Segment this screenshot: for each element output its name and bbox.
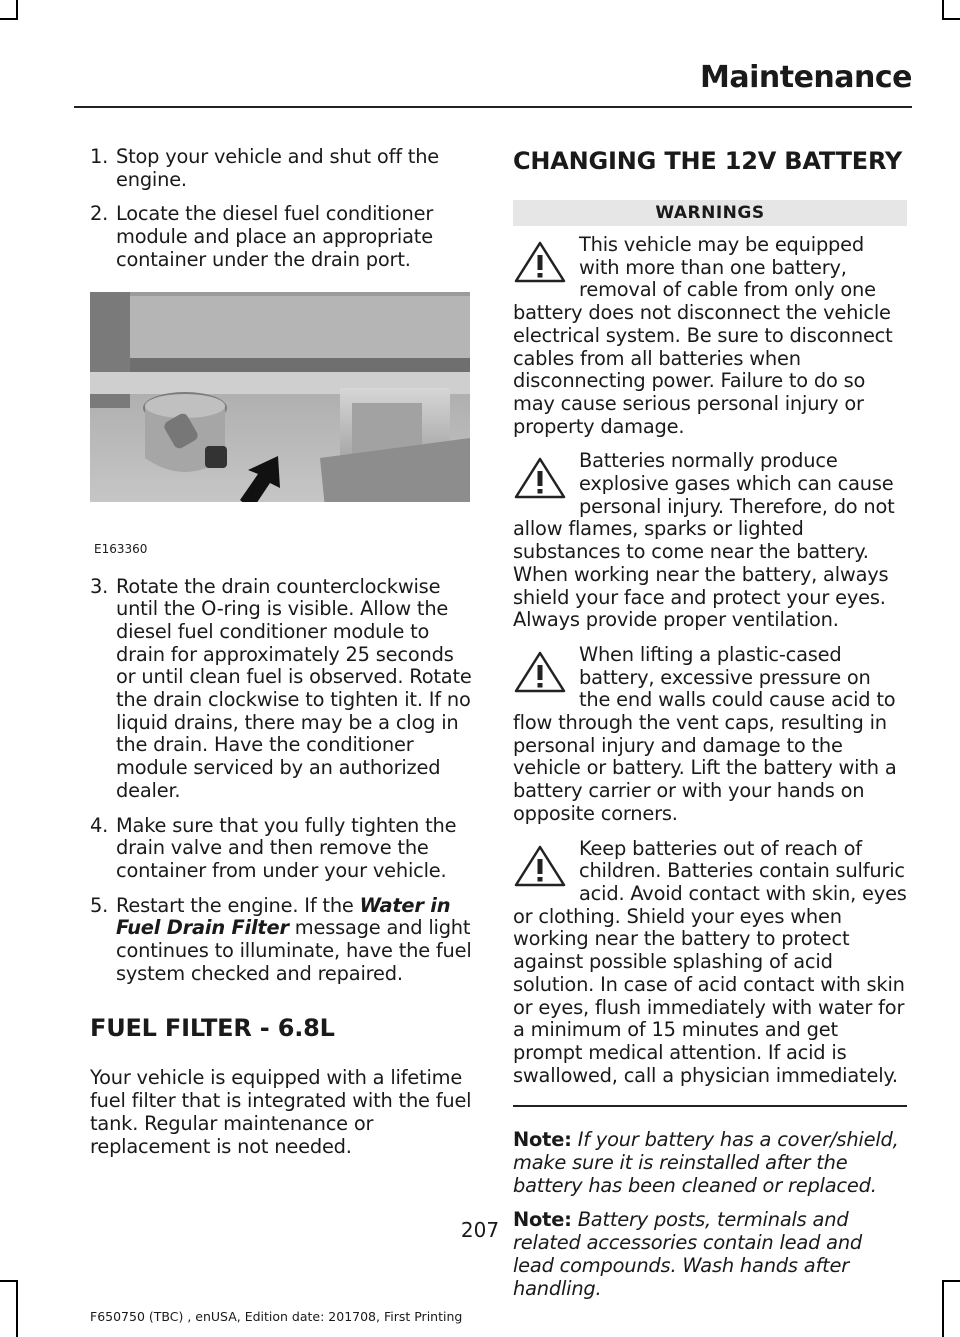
note-label: Note: (513, 1208, 572, 1232)
note-label: Note: (513, 1128, 572, 1152)
step-text (116, 895, 474, 986)
note-text: Battery posts, terminals and related accessories contain lead and lead compounds. Wash hands after handling. (513, 1208, 863, 1300)
crop-mark (0, 1280, 18, 1282)
step-item (90, 146, 474, 191)
crop-mark (16, 0, 18, 20)
step-text: Make sure that you fully tighten the drain valve and then remove the container from under your vehicle. (116, 813, 457, 882)
crop-mark (942, 18, 960, 20)
warning-item (513, 644, 907, 826)
crop-mark (16, 1280, 18, 1337)
step-item (90, 203, 474, 271)
warning-text: This vehicle may be equipped with more than one battery, removal of cable from only one battery does not disconnect the vehicle electrical system. Be sure to disconnect cables from all batteries when disconnecting power. Failure to do so may cause serious personal injury or property damage. (513, 233, 893, 438)
crop-mark (0, 18, 18, 20)
step-text: Stop your vehicle and shut off the engine. (116, 145, 440, 191)
step-item (90, 815, 474, 883)
step-text-post: message and light continues to illuminate, have the fuel system checked and repaired. (116, 916, 472, 985)
step-number: 3. (90, 574, 109, 598)
image-code: E163360 (94, 541, 148, 556)
warnings-end-rule (513, 1105, 907, 1107)
warning-item (513, 838, 907, 1088)
note-text: If your battery has a cover/shield, make sure it is reinstalled after the battery has been cleaned or replaced. (513, 1128, 899, 1197)
warning-triangle-icon (513, 456, 567, 500)
warning-item (513, 234, 907, 438)
header-rule (74, 106, 912, 108)
step-number: 4. (90, 813, 109, 837)
crop-mark (942, 1280, 944, 1337)
warning-item (513, 450, 907, 632)
step-item (90, 895, 474, 986)
page-number: 207 (460, 1218, 500, 1242)
battery-heading: CHANGING THE 12V BATTERY (513, 147, 903, 175)
fuel-filter-text: Your vehicle is equipped with a lifetime fuel filter that is integrated with the fuel tank. Regular maintenance or replacement is not needed. (90, 1066, 472, 1158)
step-number: 5. (90, 893, 109, 917)
step-text: Locate the diesel fuel conditioner module and place an appropriate container under the drain port. (116, 202, 434, 271)
warning-text: Batteries normally produce explosive gases which can cause personal injury. Therefore, do not allow flames, sparks or lighted substances to come near the battery. When working near the battery, always shield your face and protect your eyes. Always provide proper ventilation. (513, 449, 895, 632)
fuel-filter-heading: FUEL FILTER - 6.8L (90, 1014, 335, 1043)
warning-text: When lifting a plastic-cased battery, excessive pressure on the end walls could cause acid to flow through the vent caps, resulting in personal injury and damage to the vehicle or battery. Lift the battery with a battery carrier or with your hands on opposite corners. (513, 642, 897, 825)
warning-triangle-icon (513, 240, 567, 284)
step-number: 2. (90, 202, 109, 226)
crop-mark (942, 1280, 960, 1282)
warning-triangle-icon (513, 844, 567, 888)
right-column (513, 146, 907, 1312)
step-text: Rotate the drain counterclockwise until the O-ring is visible. Allow the diesel fuel conditioner module to drain for approximately 25 seconds or until clean fuel is observed. Rotate the drain clockwise to tighten it. If no liquid drains, there may be a clog in the drain. Have the conditioner module serviced by an authorized dealer. (116, 574, 472, 802)
step-item (90, 576, 474, 803)
page-title: Maintenance (699, 60, 912, 95)
warning-triangle-icon (513, 650, 567, 694)
fuel-conditioner-photo (90, 288, 470, 556)
fuel-conditioner-illustration (90, 288, 470, 536)
crop-mark (942, 0, 944, 20)
warning-text: Keep batteries out of reach of children. Batteries contain sulfuric acid. Avoid contact with skin, eyes or clothing. Shield your eyes when working near the battery to protect against possible splashing of acid solution. In case of acid contact with skin or eyes, flush immediately with water for a minimum of 15 minutes and get prompt medical attention. If acid is swallowed, call a physician immediately. (513, 836, 907, 1087)
footer-edition: F650750 (TBC) , enUSA, Edition date: 201708, First Printing (90, 1309, 463, 1324)
message-name: Water in Fuel Drain Filter (116, 893, 451, 940)
warnings-label: WARNINGS (513, 200, 907, 226)
step-number: 1. (90, 145, 109, 168)
note (513, 1129, 907, 1197)
step-text-pre: Restart the engine. If the (116, 893, 360, 917)
left-column (90, 146, 474, 1158)
